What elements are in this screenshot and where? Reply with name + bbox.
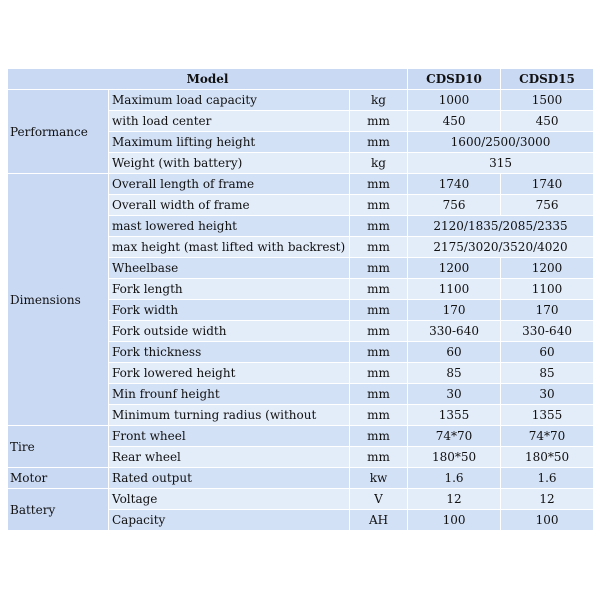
unit-cell: mm — [350, 195, 408, 216]
value-cell-cdsd10: 100 — [408, 510, 501, 531]
param-cell: Capacity — [109, 510, 350, 531]
table-row — [8, 90, 594, 111]
unit-cell: mm — [350, 237, 408, 258]
unit-cell: mm — [350, 363, 408, 384]
value-cell-cdsd10: 756 — [408, 195, 501, 216]
value-cell-cdsd15: 1.6 — [501, 468, 594, 489]
value-cell-cdsd15: 85 — [501, 363, 594, 384]
param-cell: Fork length — [109, 279, 350, 300]
value-cell-cdsd10: 85 — [408, 363, 501, 384]
value-cell-cdsd15: 180*50 — [501, 447, 594, 468]
table-row — [8, 426, 594, 447]
value-cell-cdsd10: 180*50 — [408, 447, 501, 468]
unit-cell: mm — [350, 300, 408, 321]
param-cell: Overall width of frame — [109, 195, 350, 216]
value-cell-cdsd15: 30 — [501, 384, 594, 405]
param-cell: Front wheel — [109, 426, 350, 447]
param-cell: max height (mast lifted with backrest) — [109, 237, 350, 258]
unit-cell: mm — [350, 342, 408, 363]
value-cell-cdsd15: 330-640 — [501, 321, 594, 342]
param-cell: Maximum load capacity — [109, 90, 350, 111]
value-cell-cdsd15: 1740 — [501, 174, 594, 195]
unit-cell: mm — [350, 447, 408, 468]
value-cell-cdsd10: 12 — [408, 489, 501, 510]
param-cell: Fork width — [109, 300, 350, 321]
value-cell-cdsd15: 170 — [501, 300, 594, 321]
merged-value-cell: 315 — [408, 153, 594, 174]
param-cell: Min frounf height — [109, 384, 350, 405]
header-model: Model — [8, 69, 408, 90]
unit-cell: mm — [350, 132, 408, 153]
param-cell: Fork thickness — [109, 342, 350, 363]
value-cell-cdsd10: 1100 — [408, 279, 501, 300]
unit-cell: kg — [350, 90, 408, 111]
value-cell-cdsd10: 1200 — [408, 258, 501, 279]
param-cell: Minimum turning radius (without — [109, 405, 350, 426]
unit-cell: mm — [350, 321, 408, 342]
unit-cell: mm — [350, 258, 408, 279]
group-label: Tire — [8, 426, 109, 468]
param-cell: Wheelbase — [109, 258, 350, 279]
param-cell: Maximum lifting height — [109, 132, 350, 153]
param-cell: Fork outside width — [109, 321, 350, 342]
value-cell-cdsd15: 1200 — [501, 258, 594, 279]
header-cdsd10: CDSD10 — [408, 69, 501, 90]
value-cell-cdsd10: 1740 — [408, 174, 501, 195]
param-cell: Rated output — [109, 468, 350, 489]
value-cell-cdsd15: 1355 — [501, 405, 594, 426]
value-cell-cdsd10: 450 — [408, 111, 501, 132]
table-row — [8, 468, 594, 489]
unit-cell: mm — [350, 174, 408, 195]
value-cell-cdsd10: 60 — [408, 342, 501, 363]
group-label: Dimensions — [8, 174, 109, 426]
unit-cell: mm — [350, 111, 408, 132]
header-cdsd15: CDSD15 — [501, 69, 594, 90]
merged-value-cell: 2175/3020/3520/4020 — [408, 237, 594, 258]
unit-cell: AH — [350, 510, 408, 531]
value-cell-cdsd10: 1000 — [408, 90, 501, 111]
merged-value-cell: 1600/2500/3000 — [408, 132, 594, 153]
param-cell: Overall length of frame — [109, 174, 350, 195]
value-cell-cdsd10: 30 — [408, 384, 501, 405]
param-cell: Rear wheel — [109, 447, 350, 468]
value-cell-cdsd15: 74*70 — [501, 426, 594, 447]
value-cell-cdsd10: 330-640 — [408, 321, 501, 342]
unit-cell: mm — [350, 384, 408, 405]
unit-cell: kw — [350, 468, 408, 489]
unit-cell: mm — [350, 216, 408, 237]
value-cell-cdsd15: 450 — [501, 111, 594, 132]
param-cell: with load center — [109, 111, 350, 132]
value-cell-cdsd10: 74*70 — [408, 426, 501, 447]
param-cell: Voltage — [109, 489, 350, 510]
unit-cell: V — [350, 489, 408, 510]
group-label: Battery — [8, 489, 109, 531]
spec-body — [8, 90, 594, 531]
value-cell-cdsd10: 1355 — [408, 405, 501, 426]
unit-cell: mm — [350, 405, 408, 426]
table-row — [8, 174, 594, 195]
value-cell-cdsd10: 1.6 — [408, 468, 501, 489]
spec-table — [7, 68, 594, 531]
header-row — [8, 69, 594, 90]
unit-cell: mm — [350, 426, 408, 447]
merged-value-cell: 2120/1835/2085/2335 — [408, 216, 594, 237]
unit-cell: kg — [350, 153, 408, 174]
value-cell-cdsd10: 170 — [408, 300, 501, 321]
value-cell-cdsd15: 60 — [501, 342, 594, 363]
unit-cell: mm — [350, 279, 408, 300]
group-label: Performance — [8, 90, 109, 174]
group-label: Motor — [8, 468, 109, 489]
value-cell-cdsd15: 100 — [501, 510, 594, 531]
param-cell: mast lowered height — [109, 216, 350, 237]
param-cell: Fork lowered height — [109, 363, 350, 384]
value-cell-cdsd15: 1100 — [501, 279, 594, 300]
value-cell-cdsd15: 1500 — [501, 90, 594, 111]
param-cell: Weight (with battery) — [109, 153, 350, 174]
value-cell-cdsd15: 12 — [501, 489, 594, 510]
value-cell-cdsd15: 756 — [501, 195, 594, 216]
table-row — [8, 489, 594, 510]
